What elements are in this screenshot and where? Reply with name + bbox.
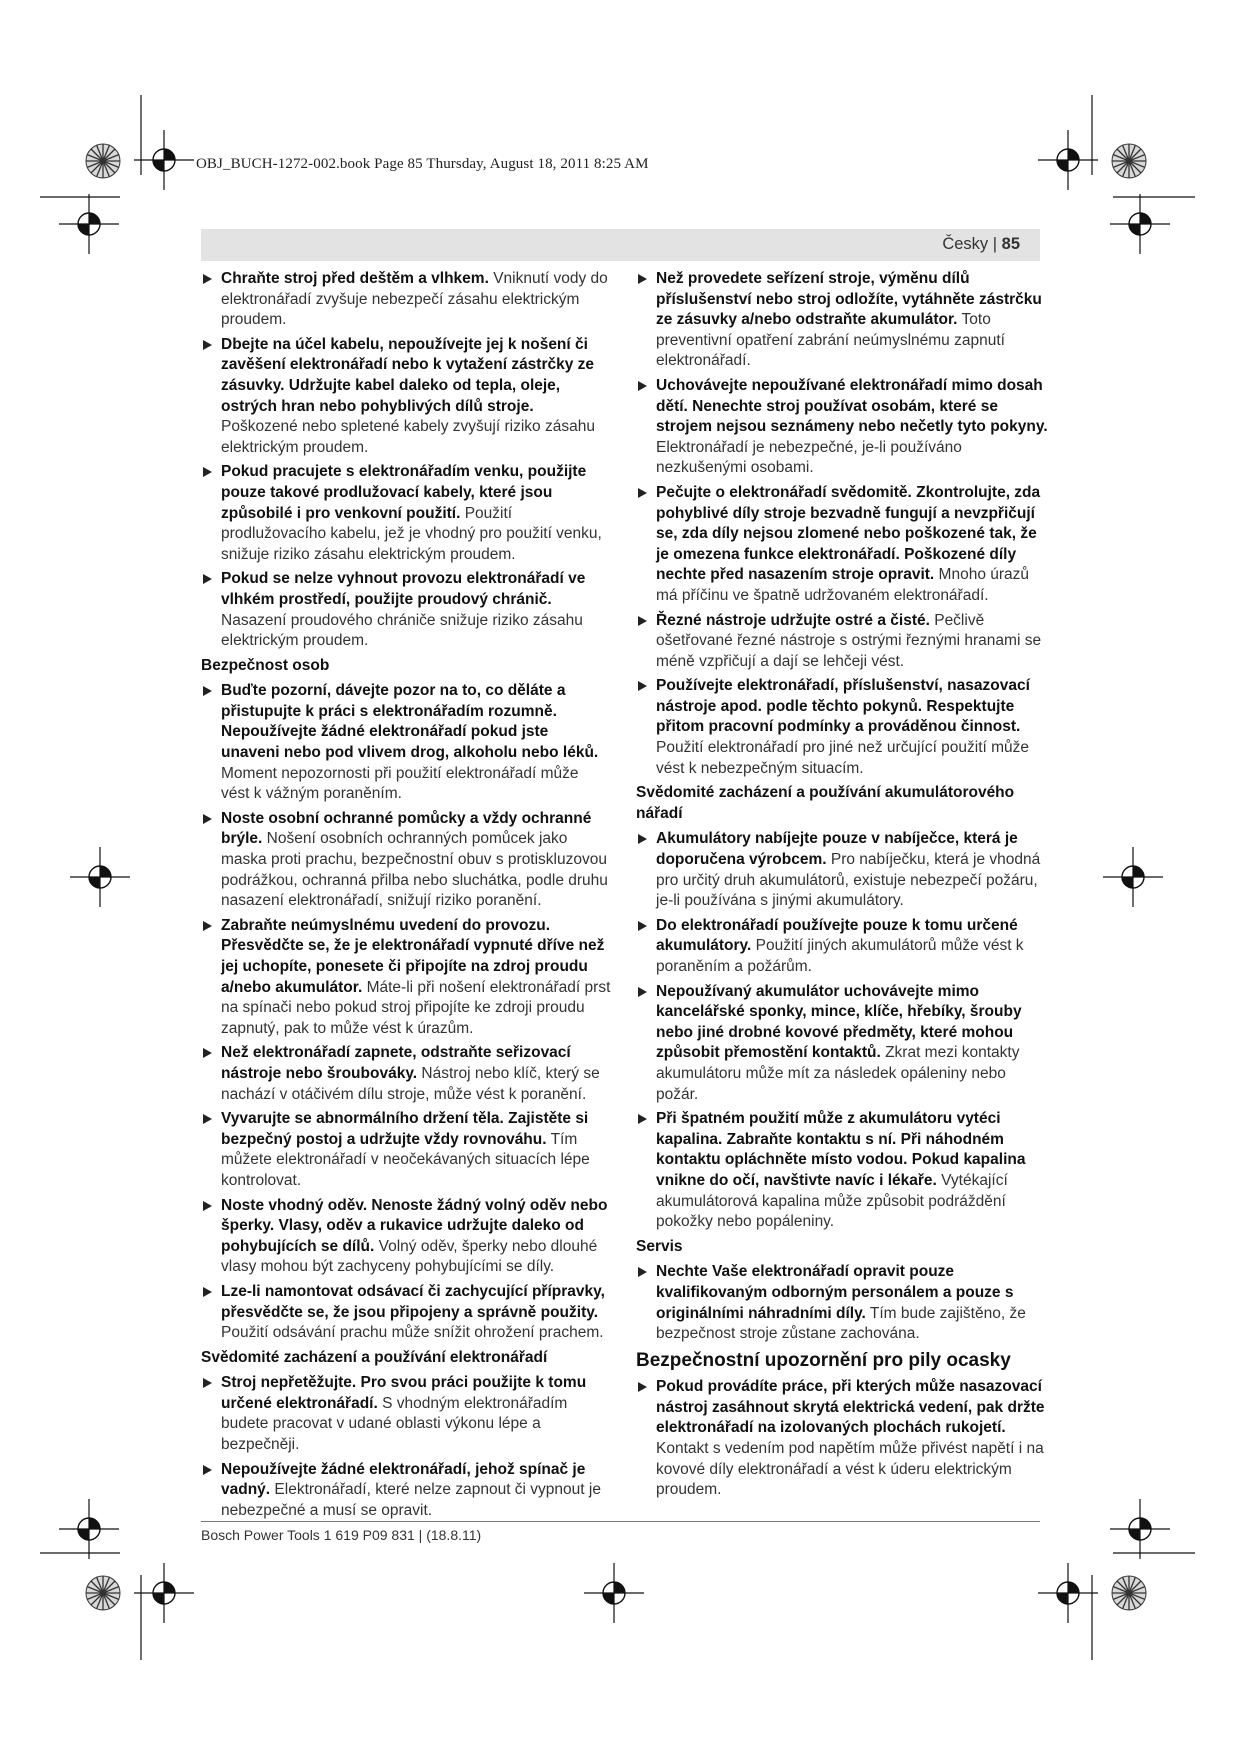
list-battery-use [636, 829, 1048, 1232]
list-tool-use [201, 1373, 611, 1521]
instruction-explanation: Moment nepozornosti při použití elektronářadí může vést k vážným poraněním. [221, 764, 579, 803]
instruction-explanation: Pečlivě ošetřované řezné nástroje s ostrými řeznými hranami se méně vzpřičují a dají se lehčeji vést. [656, 611, 1042, 670]
list-item [201, 1460, 611, 1522]
list-item [636, 982, 1048, 1106]
triangle-bullet-icon [203, 1287, 212, 1297]
instruction-bold: Při špatném použití může z akumulátoru vytéci kapalina. Zabraňte kontaktu s ní. Při náhodném kontaktu opláchněte místo vodou. Pokud kapalina vnikne do očí, navštivte navíc i lékaře. [656, 1110, 1026, 1189]
crosshair-bottom-outer-right [1110, 1499, 1170, 1559]
instruction-bold: Používejte elektronářadí, příslušenství, nasazovací nástroje apod. podle těchto pokynů. Respektujte přitom pracovní podmínky a prováděnou činnost. [656, 677, 1030, 736]
list-item [636, 611, 1048, 673]
list-saw-safety [636, 1377, 1048, 1501]
list-item [201, 1196, 611, 1278]
triangle-bullet-icon [638, 274, 647, 284]
triangle-bullet-icon [203, 1048, 212, 1058]
instruction-explanation: Poškozené nebo spletené kabely zvyšují riziko zásahu elektrickým proudem. [221, 418, 595, 456]
star-target-top-right [1112, 144, 1146, 178]
triangle-bullet-icon [203, 1378, 212, 1388]
list-item [201, 269, 611, 331]
instruction-explanation: Použití jiných akumulátorů může vést k poraněním a požárům. [656, 937, 1024, 975]
instruction-explanation: Elektronářadí je nebezpečné, je-li používáno nezkušenými osobami. [656, 438, 962, 477]
list-item [636, 916, 1048, 978]
instruction-explanation: Nošení osobních ochranných pomůcek jako maska proti prachu, bezpečnostní obuv s protiskluzovou podrážkou, ochranná přilba nebo sluchátka, podle druhu nasazení elektronářadí, snižují riziko poranění. [221, 830, 608, 910]
star-target-top-left [86, 144, 120, 178]
list-item [636, 483, 1048, 607]
page-header [201, 229, 1040, 261]
instruction-bold: Vyvarujte se abnormálního držení těla. Zajistěte si bezpečný postoj a udržujte vždy rovnováhu. [221, 1110, 589, 1148]
instruction-explanation: Toto preventivní opatření zabrání neúmyslnému zapnutí elektronářadí. [656, 311, 1005, 370]
instruction-bold: Nepoužívejte žádné elektronářadí, jehož spínač je vadný. [221, 1460, 586, 1499]
list-item [201, 1373, 611, 1455]
heading-tool-use: Svědomité zacházení a používání elektronářadí [201, 1348, 548, 1366]
list-item [201, 462, 611, 565]
instruction-explanation: Nasazení proudového chrániče snižuje riziko zásahu elektrickým proudem. [221, 611, 583, 650]
instruction-bold: Uchovávejte nepoužívané elektronářadí mimo dosah dětí. Nenechte stroj používat osobám, které se strojem nejsou seznámeny nebo nečetly tyto pokyny. [656, 376, 1048, 436]
crosshair-top-left [134, 130, 194, 190]
instruction-explanation: Vytékající akumulátorová kapalina může způsobit podráždění pokožky nebo popáleniny. [656, 1171, 1008, 1231]
instruction-explanation: S vhodným elektronářadím budete pracovat v udané oblasti výkonu lépe a bezpečněji. [221, 1394, 568, 1454]
triangle-bullet-icon [638, 616, 647, 626]
crosshair-top-outer-left [59, 194, 119, 254]
instruction-bold: Buďte pozorní, dávejte pozor na to, co děláte a přistupujte k práci s elektronářadím rozumně. Nepoužívejte žádné elektronářadí pokud jste unaveni nebo pod vlivem drog, alkoholu nebo léků. [221, 682, 599, 762]
triangle-bullet-icon [203, 574, 212, 584]
list-item [201, 809, 611, 912]
instruction-explanation: Mnoho úrazů má příčinu ve špatně udržovaném elektronářadí. [656, 566, 1030, 604]
crosshair-bottom-left [134, 1563, 194, 1623]
instruction-explanation: Použití odsávání prachu může snížit ohrožení prachem. [221, 1324, 604, 1342]
list-item [636, 269, 1048, 372]
instruction-bold: Řezné nástroje udržujte ostré a čisté. [656, 611, 930, 629]
list-service [636, 1262, 1048, 1344]
triangle-bullet-icon [203, 1114, 212, 1124]
star-target-bottom-right [1112, 1576, 1146, 1610]
instruction-explanation: Pro nabíječku, která je vhodná pro určitý druh akumulátorů, existuje nebezpečí požáru, je-li používána s jinými akumulátory. [656, 851, 1041, 910]
triangle-bullet-icon [638, 987, 647, 997]
instruction-explanation: Použití prodlužovacího kabelu, jež je vhodný pro použití venku, snižuje riziko zásahu elektrickým proudem. [221, 504, 602, 563]
list-item [636, 1109, 1048, 1233]
triangle-bullet-icon [638, 834, 647, 844]
triangle-bullet-icon [203, 921, 212, 931]
triangle-bullet-icon [638, 1267, 647, 1277]
triangle-bullet-icon [638, 681, 647, 691]
crosshair-top-outer-right [1110, 194, 1170, 254]
instruction-bold: Nepoužívaný akumulátor uchovávejte mimo kancelářské sponky, mince, klíče, hřebíky, šrouby nebo jiné drobné kovové předměty, které mohou způsobit přemostění kontaktů. [656, 982, 1022, 1062]
instruction-explanation: Elektronářadí, které nelze zapnout či vypnout je nebezpečné a musí se opravit. [221, 1481, 601, 1519]
list-tool-use-cont [636, 269, 1048, 779]
list-item [201, 916, 611, 1040]
heading-personal-safety: Bezpečnost osob [201, 656, 330, 674]
heading-service: Servis [636, 1237, 683, 1255]
instruction-explanation: Nástroj nebo klíč, který se nachází v otáčivém dílu stroje, může vést k poranění. [221, 1064, 600, 1103]
triangle-bullet-icon [638, 381, 647, 391]
list-item [636, 1377, 1048, 1501]
triangle-bullet-icon [638, 921, 647, 931]
left-column [201, 269, 611, 1525]
instruction-explanation: Máte-li při nošení elektronářadí prst na spínači nebo pokud stroj připojíte ke zdroji proudu zapnutý, pak to může vést k úrazům. [221, 978, 611, 1037]
list-item [636, 829, 1048, 911]
list-item [201, 1109, 611, 1191]
instruction-explanation: Tím můžete elektronářadí v neočekávaných situacích lépe kontrolovat. [221, 1130, 590, 1189]
instruction-bold: Pokud se nelze vyhnout provozu elektronářadí ve vlhkém prostředí, použijte proudový chránič. [221, 570, 586, 608]
instruction-explanation: Kontakt s vedením pod napětím může přivést napětí i na kovové díly elektronářadí a vést k úderu elektrickým proudem. [656, 1440, 1044, 1499]
instruction-bold: Do elektronářadí používejte pouze k tomu určené akumulátory. [656, 916, 1018, 955]
print-slug: OBJ_BUCH-1272-002.book Page 85 Thursday, August 18, 2011 8:25 AM [196, 156, 649, 172]
triangle-bullet-icon [203, 467, 212, 477]
instruction-bold: Pečujte o elektronářadí svědomitě. Zkontrolujte, zda pohyblivé díly stroje bezvadně fungují a nevzpřičují se, zda díly nejsou zlomené nebo poškozené tak, že je omezena funkce elektronářadí. Poškozené díly nechte před nasazením stroje opravit. [656, 483, 1041, 584]
triangle-bullet-icon [203, 1465, 212, 1475]
triangle-bullet-icon [203, 814, 212, 824]
instruction-bold: Než provedete seřízení stroje, výměnu dílů příslušenství nebo stroj odložíte, vytáhněte zástrčku ze zásuvky a/nebo odstraňte akumulátor. [656, 270, 1042, 329]
list-item [201, 1043, 611, 1105]
crosshair-bottom-outer-left [59, 1499, 119, 1559]
instruction-explanation: Vniknutí vody do elektronářadí zvyšuje nebezpečí zásahu elektrickým proudem. [221, 270, 608, 329]
triangle-bullet-icon [203, 340, 212, 350]
heading-saw-safety: Bezpečnostní upozornění pro pily ocasky [636, 1349, 1011, 1371]
list-item [201, 335, 611, 459]
list-personal-safety [201, 681, 611, 1343]
heading-battery-use: Svědomité zacházení a používání akumulátorového nářadí [636, 784, 1015, 822]
list-item [636, 1262, 1048, 1344]
instruction-explanation: Zkrat mezi kontakty akumulátoru může mít za následek opáleniny nebo požár. [656, 1044, 1020, 1103]
crosshair-top-right [1038, 130, 1098, 190]
crosshair-bottom-right [1038, 1563, 1098, 1623]
page-footer: Bosch Power Tools 1 619 P09 831 | (18.8.11) [201, 1527, 482, 1543]
instruction-bold: Pokud provádíte práce, při kterých může nasazovací nástroj zasáhnout skrytá elektrická vedení, pak držte elektronářadí na izolovaných plochách rukojetí. [656, 1378, 1045, 1437]
triangle-bullet-icon [638, 1382, 647, 1392]
instruction-bold: Lze-li namontovat odsávací či zachycující přípravky, přesvědčte se, že jsou připojeny a správně použity. [221, 1282, 605, 1321]
triangle-bullet-icon [203, 686, 212, 696]
list-item [201, 681, 611, 805]
instruction-bold: Noste vhodný oděv. Nenoste žádný volný oděv nebo šperky. Vlasy, oděv a rukavice udržujte daleko od pohybujících se dílů. [221, 1196, 608, 1255]
right-column [636, 269, 1048, 1505]
instruction-bold: Chraňte stroj před deštěm a vlhkem. [221, 270, 489, 287]
triangle-bullet-icon [638, 488, 647, 498]
instruction-bold: Nechte Vaše elektronářadí opravit pouze kvalifikovaným odborným personálem a pouze s originálními náhradními díly. [656, 1263, 1014, 1322]
page-number: 85 [1001, 235, 1020, 253]
header-language-label: Česky [942, 235, 989, 253]
header-language [942, 235, 1020, 254]
triangle-bullet-icon [638, 1114, 647, 1124]
instruction-bold: Dbejte na účel kabelu, nepoužívejte jej k nošení či zavěšení elektronářadí nebo k vytažení zástrčky ze zásuvky. Udržujte kabel daleko od tepla, oleje, ostrých hran nebo pohyblivých dílů stroje. [221, 335, 595, 415]
instruction-bold: Akumulátory nabíjejte pouze v nabíječce, která je doporučena výrobcem. [656, 830, 1018, 869]
instruction-bold: Noste osobní ochranné pomůcky a vždy ochranné brýle. [221, 809, 592, 848]
instruction-explanation: Tím bude zajištěno, že bezpečnost stroje zůstane zachována. [656, 1304, 1026, 1343]
triangle-bullet-icon [203, 1201, 212, 1211]
triangle-bullet-icon [203, 274, 212, 284]
header-separator: | [992, 235, 998, 253]
list-item [636, 676, 1048, 779]
instruction-bold: Pokud pracujete s elektronářadím venku, použijte pouze takové prodlužovací kabely, které jsou způsobilé i pro venkovní použití. [221, 463, 587, 522]
crosshair-mid-left [70, 847, 130, 907]
list-item [201, 569, 611, 651]
list-intro [201, 269, 611, 652]
footer-rule [201, 1521, 1040, 1522]
crosshair-bottom-center [584, 1563, 644, 1623]
star-target-bottom-left [86, 1576, 120, 1610]
instruction-bold: Zabraňte neúmyslnému uvedení do provozu. Přesvědčte se, že je elektronářadí vypnuté dříve než jej uchopíte, ponesete či připojíte na zdroj proudu a/nebo akumulátor. [221, 916, 605, 996]
crosshair-mid-right [1103, 847, 1163, 907]
list-item [636, 376, 1048, 479]
instruction-explanation: Použití elektronářadí pro jiné než určující použití může vést k nebezpečným situacím. [656, 739, 1030, 777]
instruction-bold: Stroj nepřetěžujte. Pro svou práci použijte k tomu určené elektronářadí. [221, 1374, 587, 1412]
instruction-explanation: Volný oděv, šperky nebo dlouhé vlasy mohou být zachyceny pohybujícími se díly. [221, 1237, 598, 1276]
instruction-bold: Než elektronářadí zapnete, odstraňte seřizovací nástroje nebo šroubováky. [221, 1044, 571, 1082]
list-item [201, 1282, 611, 1344]
